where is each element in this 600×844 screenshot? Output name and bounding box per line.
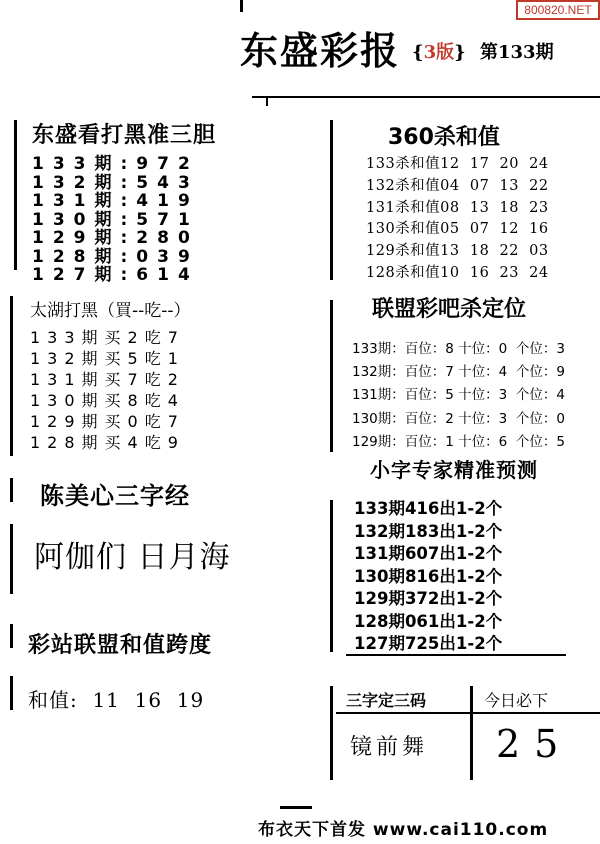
list-item: 129期372出1-2个: [354, 589, 503, 608]
list-item: 131期607出1-2个: [354, 544, 503, 563]
taihu-section: [30, 296, 191, 453]
left-rule-s1: [14, 120, 17, 270]
list-item: 131期买7吃2: [30, 370, 185, 389]
chenmeixin-title: 陈美心三字经: [40, 482, 190, 510]
list-item: 131期：百位：5 十位：3 个位：4: [352, 387, 565, 404]
list-item: 133期：百位：8 十位：0 个位：3: [352, 341, 565, 357]
right-rule-r1: [330, 120, 333, 280]
center-divider-top: [266, 98, 268, 106]
sum360-title: 360杀和值: [388, 125, 500, 150]
list-item: 128期061出1-2个: [354, 611, 503, 631]
right-rule-r3: [330, 500, 333, 652]
header-left-rule: [240, 0, 243, 12]
list-item: 132期:543: [32, 172, 199, 193]
footer-rule: [280, 806, 312, 809]
header-bottom-rule: [252, 96, 600, 98]
edition-label: [412, 38, 466, 64]
edition-close-brace: }: [454, 42, 466, 63]
issue-number: 第133期: [480, 42, 554, 63]
list-item: 130期：百位：2 十位：3 个位：0: [352, 410, 565, 427]
bottom-box-mid-rule: [470, 686, 473, 780]
left-rule-s2: [10, 296, 13, 456]
site-badge: 800820.NET: [516, 0, 600, 20]
list-item: 133期:972: [32, 154, 199, 174]
sum360-list: [366, 154, 549, 285]
left-rule-s3: [10, 478, 13, 502]
list-item: 127期:614: [32, 265, 199, 285]
jinri-title: 今日必下: [484, 691, 549, 710]
bottom-box-header-rule: [336, 712, 600, 714]
edition-number: 3版: [423, 42, 455, 63]
right-rule-r2: [330, 300, 333, 452]
list-item: 131杀和值08 13 18 23: [366, 199, 549, 216]
list-item: 133期416出1-2个: [354, 499, 503, 518]
list-item: 129期:280: [32, 228, 199, 248]
list-item: 133期买2吃7: [30, 328, 185, 347]
list-item: 128期买4吃9: [30, 433, 185, 452]
lianmeng-title: 联盟彩吧杀定位: [372, 297, 527, 322]
xiaozi-title: 小字专家精准预测: [370, 458, 538, 482]
list-item: 132期：百位：7 十位：4 个位：9: [352, 364, 565, 381]
lianmeng-list: [352, 338, 565, 454]
list-item: 130期816出1-2个: [354, 566, 503, 586]
list-item: 130杀和值05 07 12 16: [366, 221, 549, 238]
caizhan-title: 彩站联盟和值跨度: [28, 633, 213, 658]
list-item: 129期买0吃7: [30, 412, 185, 431]
list-item: 133杀和值12 17 20 24: [366, 156, 549, 172]
list-item: 132期买5吃1: [30, 349, 185, 368]
page-title: 东盛彩报: [240, 29, 401, 73]
list-item: 130期买8吃4: [30, 391, 185, 410]
taihu-title: 太湖打黑（買--吃--）: [30, 301, 191, 321]
left-rule-s3b: [10, 524, 13, 594]
list-item: 132期183出1-2个: [354, 521, 503, 541]
list-item: 129杀和值13 18 22 03: [366, 243, 549, 260]
list-item: 128期:039: [32, 246, 199, 267]
list-item: 128杀和值10 16 23 24: [366, 264, 549, 281]
bottom-box-left-rule: [330, 686, 333, 780]
dongsheng-section: [32, 118, 216, 285]
list-item: 130期:571: [32, 209, 199, 230]
list-item: 131期:419: [32, 191, 199, 211]
list-item: 127期725出1-2个: [354, 634, 503, 653]
left-rule-s4: [10, 624, 13, 648]
jinri-content: 25: [496, 722, 573, 766]
caizhan-content: 和值: 11 16 19: [28, 688, 205, 712]
left-rule-s4b: [10, 676, 13, 710]
sanzi-title: 三字定三码: [346, 691, 427, 710]
sanzi-content: 镜前舞: [350, 735, 429, 760]
list-item: 129期：百位：1 十位：6 个位：5: [352, 433, 565, 450]
list-item: 132杀和值04 07 13 22: [366, 177, 549, 194]
footer-text: 布衣天下首发 www.cai110.com: [258, 820, 549, 840]
dongsheng-title: 东盛看打黑准三胆: [32, 123, 217, 148]
xiaozi-list: [354, 498, 502, 656]
chenmeixin-content: 阿伽们 日月海: [34, 540, 231, 575]
edition-open-brace: {: [412, 42, 424, 63]
